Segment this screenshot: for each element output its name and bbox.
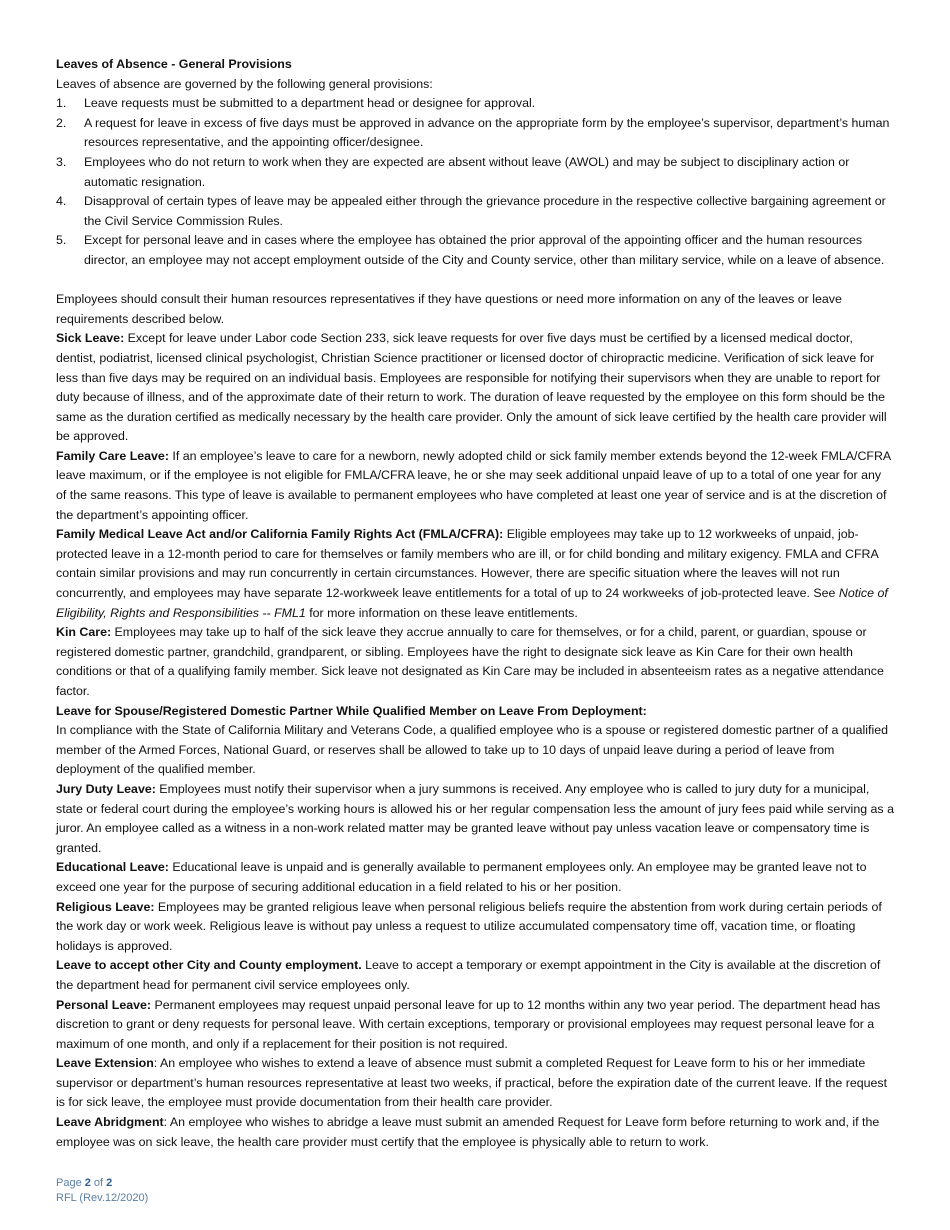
list-item bbox=[56, 94, 894, 114]
list-number: 4. bbox=[56, 194, 67, 209]
kin-care-paragraph bbox=[56, 623, 894, 701]
leave-abridgment-label: Leave Abridgment bbox=[56, 1115, 164, 1130]
leave-abridgment-paragraph bbox=[56, 1113, 894, 1152]
family-care-text: If an employee’s leave to care for a newborn, newly adopted child or sick family member extends beyond the 12-week FMLA/CFRA leave maximum, or if the employee is not eligible for FMLA/CFRA leave, he or she may seek additional unpaid leave of up to a total of one year for any of the same reasons. This type of leave is available to permanent employees who have completed at least one year of service and is at the discretion of the department’s appointing officer. bbox=[56, 448, 891, 522]
form-revision: RFL (Rev.12/2020) bbox=[56, 1192, 149, 1204]
list-text: Disapproval of certain types of leave may be appealed either through the grievance procedure in the respective collective bargaining agreement or the Civil Service Commission Rules. bbox=[84, 194, 886, 228]
family-care-paragraph bbox=[56, 447, 894, 525]
leave-extension-text: : An employee who wishes to extend a leave of absence must submit a completed Request for Leave form to his or her immediate supervisor or department’s human resources representative at least two weeks, if practical, before the expiration date of the current leave. If the request is for sick leave, the employee must provide documentation from their health care provider. bbox=[56, 1056, 888, 1110]
fmla-notice-title: Notice of Eligibility, Rights and Responsibilities -- FML1 bbox=[56, 586, 888, 620]
list-item bbox=[56, 192, 894, 231]
jury-duty-paragraph bbox=[56, 780, 894, 858]
personal-leave-paragraph bbox=[56, 996, 894, 1055]
educational-leave-paragraph bbox=[56, 858, 894, 897]
fmla-text-after: for more information on these leave entitlements. bbox=[305, 605, 578, 620]
list-text: Except for personal leave and in cases where the employee has obtained the prior approval of the appointing officer and the human resources director, an employee may not accept employment outside of the City and County service, other than military service, while on a leave of absence. bbox=[84, 233, 885, 267]
educational-leave-label: Educational Leave: bbox=[56, 860, 169, 875]
family-care-label: Family Care Leave: bbox=[56, 448, 169, 463]
list-number: 2. bbox=[56, 115, 67, 130]
list-text: A request for leave in excess of five days must be approved in advance on the appropriate form by the employee’s supervisor, department’s human resources representative, and the appointing officer/designee. bbox=[84, 115, 890, 150]
spouse-leave-paragraph: In compliance with the State of California Military and Veterans Code, a qualified employee who is a spouse or registered domestic partner of a qualified member of the Armed Forces, National Guard, or reserves shall be allowed to take up to 10 days of unpaid leave during a period of leave from deployment of the qualified member. bbox=[56, 723, 889, 777]
other-employment-label: Leave to accept other City and County employment. bbox=[56, 958, 362, 973]
personal-leave-label: Personal Leave: bbox=[56, 997, 152, 1012]
spouse-leave-heading bbox=[56, 702, 894, 722]
list-item bbox=[56, 153, 894, 192]
sick-leave-paragraph bbox=[56, 329, 894, 447]
page-current: 2 bbox=[84, 1177, 91, 1189]
educational-leave-text: Educational leave is unpaid and is generally available to permanent employees only. An employee may be granted leave not to exceed one year for the purpose of securing additional education in a field related to his or her position. bbox=[56, 860, 867, 894]
list-item bbox=[56, 231, 894, 270]
list-text: Employees who do not return to work when they are expected are absent without leave (AWOL) and may be subject to disciplinary action or automatic resignation. bbox=[84, 154, 850, 189]
list-number: 3. bbox=[56, 154, 67, 169]
other-employment-paragraph bbox=[56, 956, 894, 995]
list-item bbox=[56, 114, 894, 153]
general-provisions-heading: Leaves of Absence - General Provisions bbox=[56, 57, 292, 71]
jury-duty-label: Jury Duty Leave: bbox=[56, 781, 156, 796]
consult-paragraph: Employees should consult their human resources representatives if they have questions or need more information on any of the leaves or leave requirements described below. bbox=[56, 292, 842, 326]
sick-leave-text: Except for leave under Labor code Section 233, sick leave requests for over five days must be certified by a licensed medical doctor, dentist, podiatrist, licensed clinical psychologist, Christian Science practitioner or licensed doctor of chiropractic medicine. Verification of sick leave for less than five days may be required on an individual basis. Employees are responsible for notifying their supervisors when they are unable to report for duty because of illness, and of the approximate date of their return to work. The duration of leave requested by the employee on this form should be the same as the duration certified as medically necessary by the health care provider. Only the amount of sick leave certified by the health care provider will be approved. bbox=[56, 331, 887, 444]
fmla-label: Family Medical Leave Act and/or California Family Rights Act (FMLA/CFRA): bbox=[56, 527, 504, 542]
leave-abridgment-text: : An employee who wishes to abridge a leave must submit an amended Request for Leave form before returning to work and, if the employee was on sick leave, the health care provider must certify that the employee is physically able to return to work. bbox=[56, 1115, 880, 1149]
leave-extension-label: Leave Extension bbox=[56, 1056, 154, 1071]
page-total: 2 bbox=[106, 1177, 113, 1189]
religious-leave-text: Employees may be granted religious leave when personal religious beliefs require the abstention from work during certain periods of the work day or work week. Religious leave is without pay unless a request to utilize accumulated compensatory time off, vacation time, or floating holidays is approved. bbox=[56, 899, 882, 953]
other-employment-text: Leave to accept a temporary or exempt appointment in the City is available at the discretion of the department head for permanent civil service employees only. bbox=[56, 958, 881, 992]
page-footer bbox=[56, 1176, 148, 1206]
leave-extension-paragraph bbox=[56, 1054, 894, 1113]
personal-leave-text: Permanent employees may request unpaid personal leave for up to 12 months within any two year period. The department head has discretion to grant or deny requests for personal leave. With certain exceptions, temporary or provisional employees may request personal leave for a maximum of one month, and only if a replacement for their position is not required. bbox=[56, 997, 881, 1051]
provisions-intro: Leaves of absence are governed by the following general provisions: bbox=[56, 76, 433, 91]
list-number: 1. bbox=[56, 96, 67, 111]
religious-leave-label: Religious Leave: bbox=[56, 899, 155, 914]
fmla-text: Eligible employees may take up to 12 workweeks of unpaid, job-protected leave in a 12-month period to care for themselves or family members who are ill, or for child bonding and military exigency. FMLA and CFRA contain similar provisions and may run concurrently in certain circumstances. However, there are specific situation where the leaves will not run concurrently, and employees may have separate 12-workweek leave entitlements for a total of up to 24 workweeks of job-protected leave. See bbox=[56, 527, 879, 601]
sick-leave-label: Sick Leave: bbox=[56, 331, 125, 346]
fmla-paragraph bbox=[56, 525, 894, 623]
list-text: Leave requests must be submitted to a department head or designee for approval. bbox=[84, 96, 536, 111]
jury-duty-text: Employees must notify their supervisor when a jury summons is received. Any employee who is called to jury duty for a municipal, state or federal court during the employee’s working hours is allowed his or her regular compensation less the amount of jury fees paid while serving as a juror. An employee called as a witness in a non-work related matter may be granted leave without pay unless vacation leave or compensatory time is granted. bbox=[56, 781, 894, 855]
spouse-leave-label: Leave for Spouse/Registered Domestic Partner While Qualified Member on Leave From Deployment: bbox=[56, 703, 647, 718]
list-number: 5. bbox=[56, 233, 67, 248]
kin-care-label: Kin Care: bbox=[56, 625, 112, 640]
kin-care-text: Employees may take up to half of the sick leave they accrue annually to care for themselves, or for a child, parent, or guardian, spouse or registered domestic partner, grandchild, grandparent, or sibling. Employees have the right to designate sick leave as Kin Care for their own health conditions or that of a qualifying family member. Sick leave not designated as Kin Care may be included in absenteeism rates as a negative attendance factor. bbox=[56, 625, 884, 698]
page-number: Page 2 of 2 bbox=[56, 1177, 113, 1189]
provisions-list bbox=[56, 94, 894, 270]
religious-leave-paragraph bbox=[56, 898, 894, 957]
spacer bbox=[56, 271, 894, 291]
